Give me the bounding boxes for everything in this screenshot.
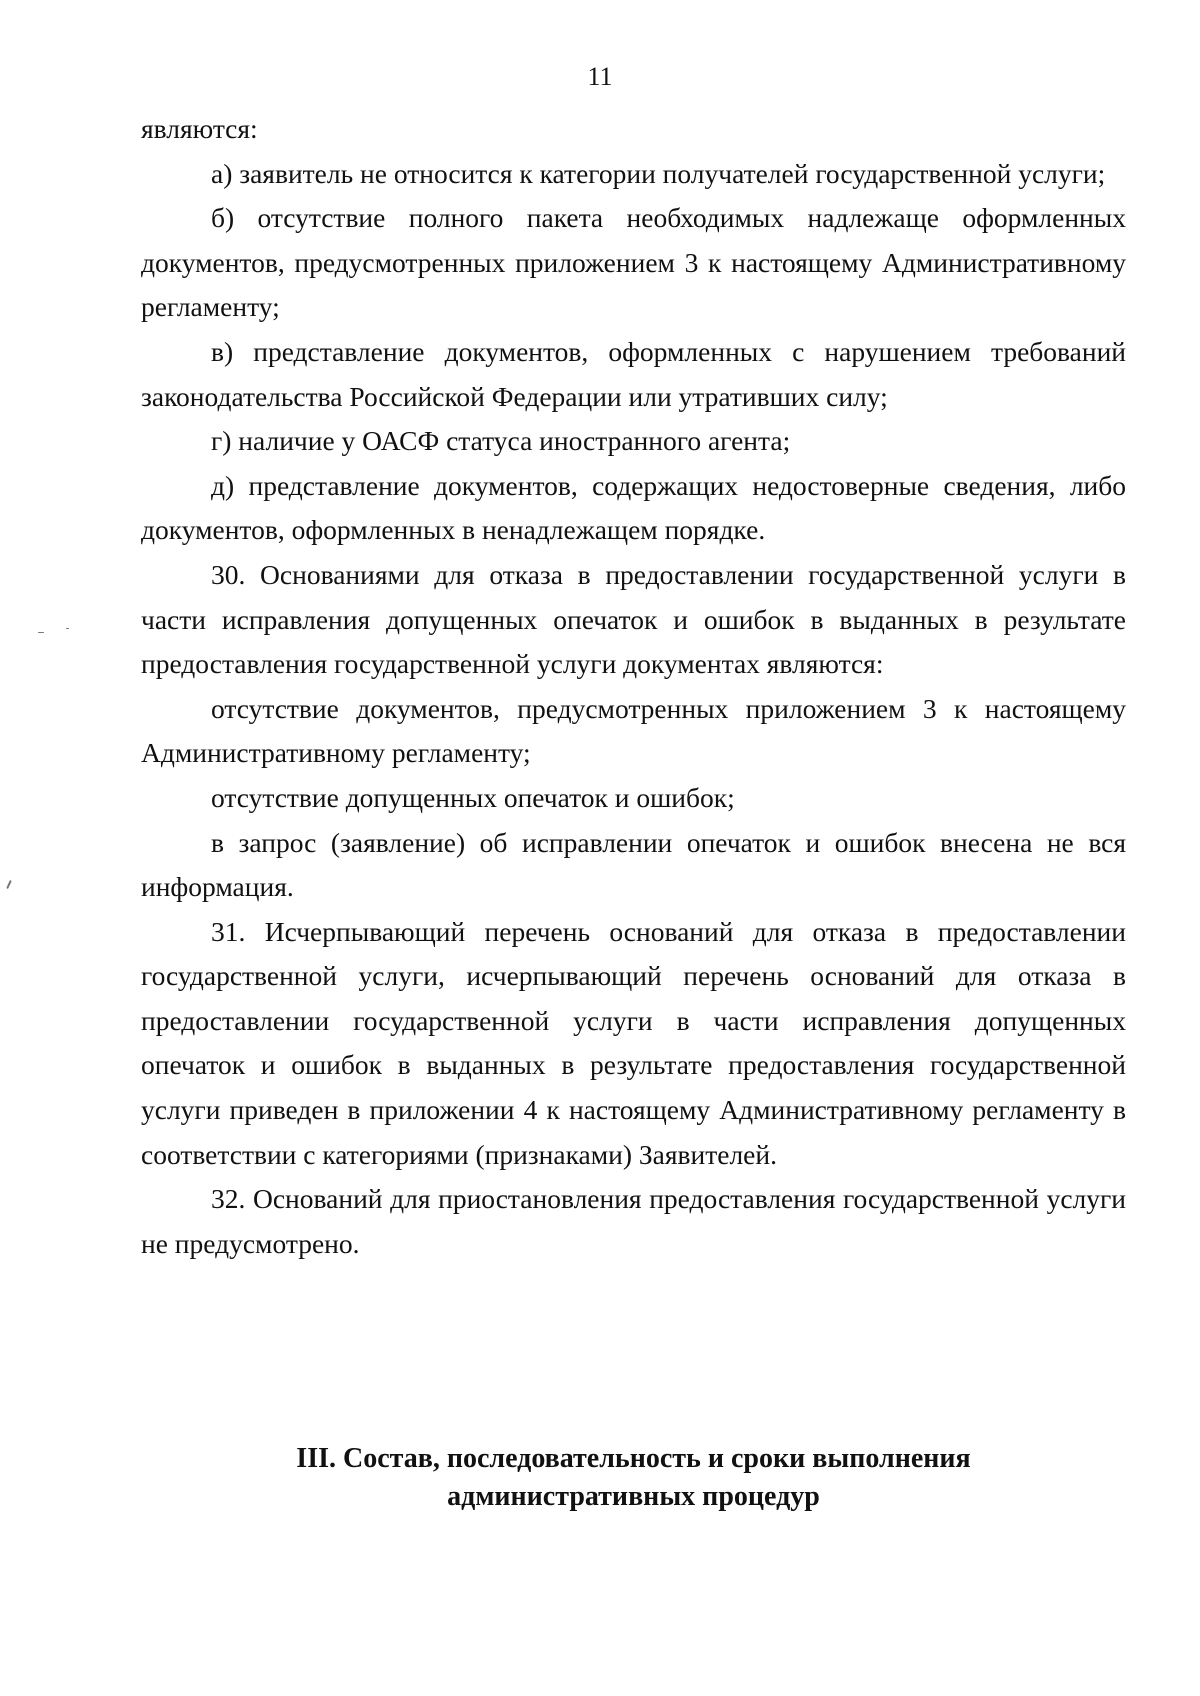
paragraph-item-g: г) наличие у ОАСФ статуса иностранного агента; (211, 425, 791, 457)
scan-speck (38, 632, 44, 633)
paragraph-30-item-1: отсутствие документов, предусмотренных приложением 3 к настоящему Административному регламенту; (141, 692, 1126, 769)
paragraph-intro: являются: (141, 113, 258, 144)
paragraph-item-b: б) отсутствие полного пакета необходимых надлежаще оформленных документов, предусмотренных приложением 3 к настоящему Административному регламенту; (141, 202, 1126, 323)
paragraph-30-item-2: отсутствие допущенных опечаток и ошибок; (211, 781, 735, 813)
paragraph-30: 30. Основаниями для отказа в предоставлении государственной услуги в части исправления допущенных опечаток и ошибок в выданных в результате предоставления государственной услуги документах являются: (141, 558, 1126, 680)
section-heading-line-2: административных процедур (447, 1481, 820, 1512)
paragraph-32: 32. Оснований для приостановления предоставления государственной услуги не предусмотрено. (141, 1183, 1126, 1259)
paragraph-31: 31. Исчерпывающий перечень оснований для отказа в предоставлении государственной услуги, исчерпывающий перечень оснований для отказа в предоставлении государственной услуги в части исправления допущенных опечаток и ошибок в выданных в результате предоставления государственной услуги приведен в приложении 4 к настоящему Административному регламенту в соответствии с категориями (признаками) Заявителей. (141, 915, 1126, 1170)
paragraph-item-d: д) представление документов, содержащих недостоверные сведения, либо документов, оформленных в ненадлежащем порядке. (141, 469, 1126, 546)
section-heading-line-1: III. Состав, последовательность и сроки выполнения (296, 1443, 971, 1474)
paragraph-item-v: в) представление документов, оформленных с нарушением требований законодательства Российской Федерации или утративших силу; (141, 335, 1126, 412)
paragraph-item-a: а) заявитель не относится к категории получателей государственной услуги; (211, 157, 1106, 189)
paragraph-30-item-3: в запрос (заявление) об исправлении опечаток и ошибок внесена не вся информация. (141, 826, 1126, 903)
document-body (141, 107, 1126, 1266)
scan-speck (6, 880, 12, 889)
section-heading (141, 1440, 1126, 1516)
page-number: 11 (587, 62, 613, 91)
scan-speck (66, 628, 69, 629)
